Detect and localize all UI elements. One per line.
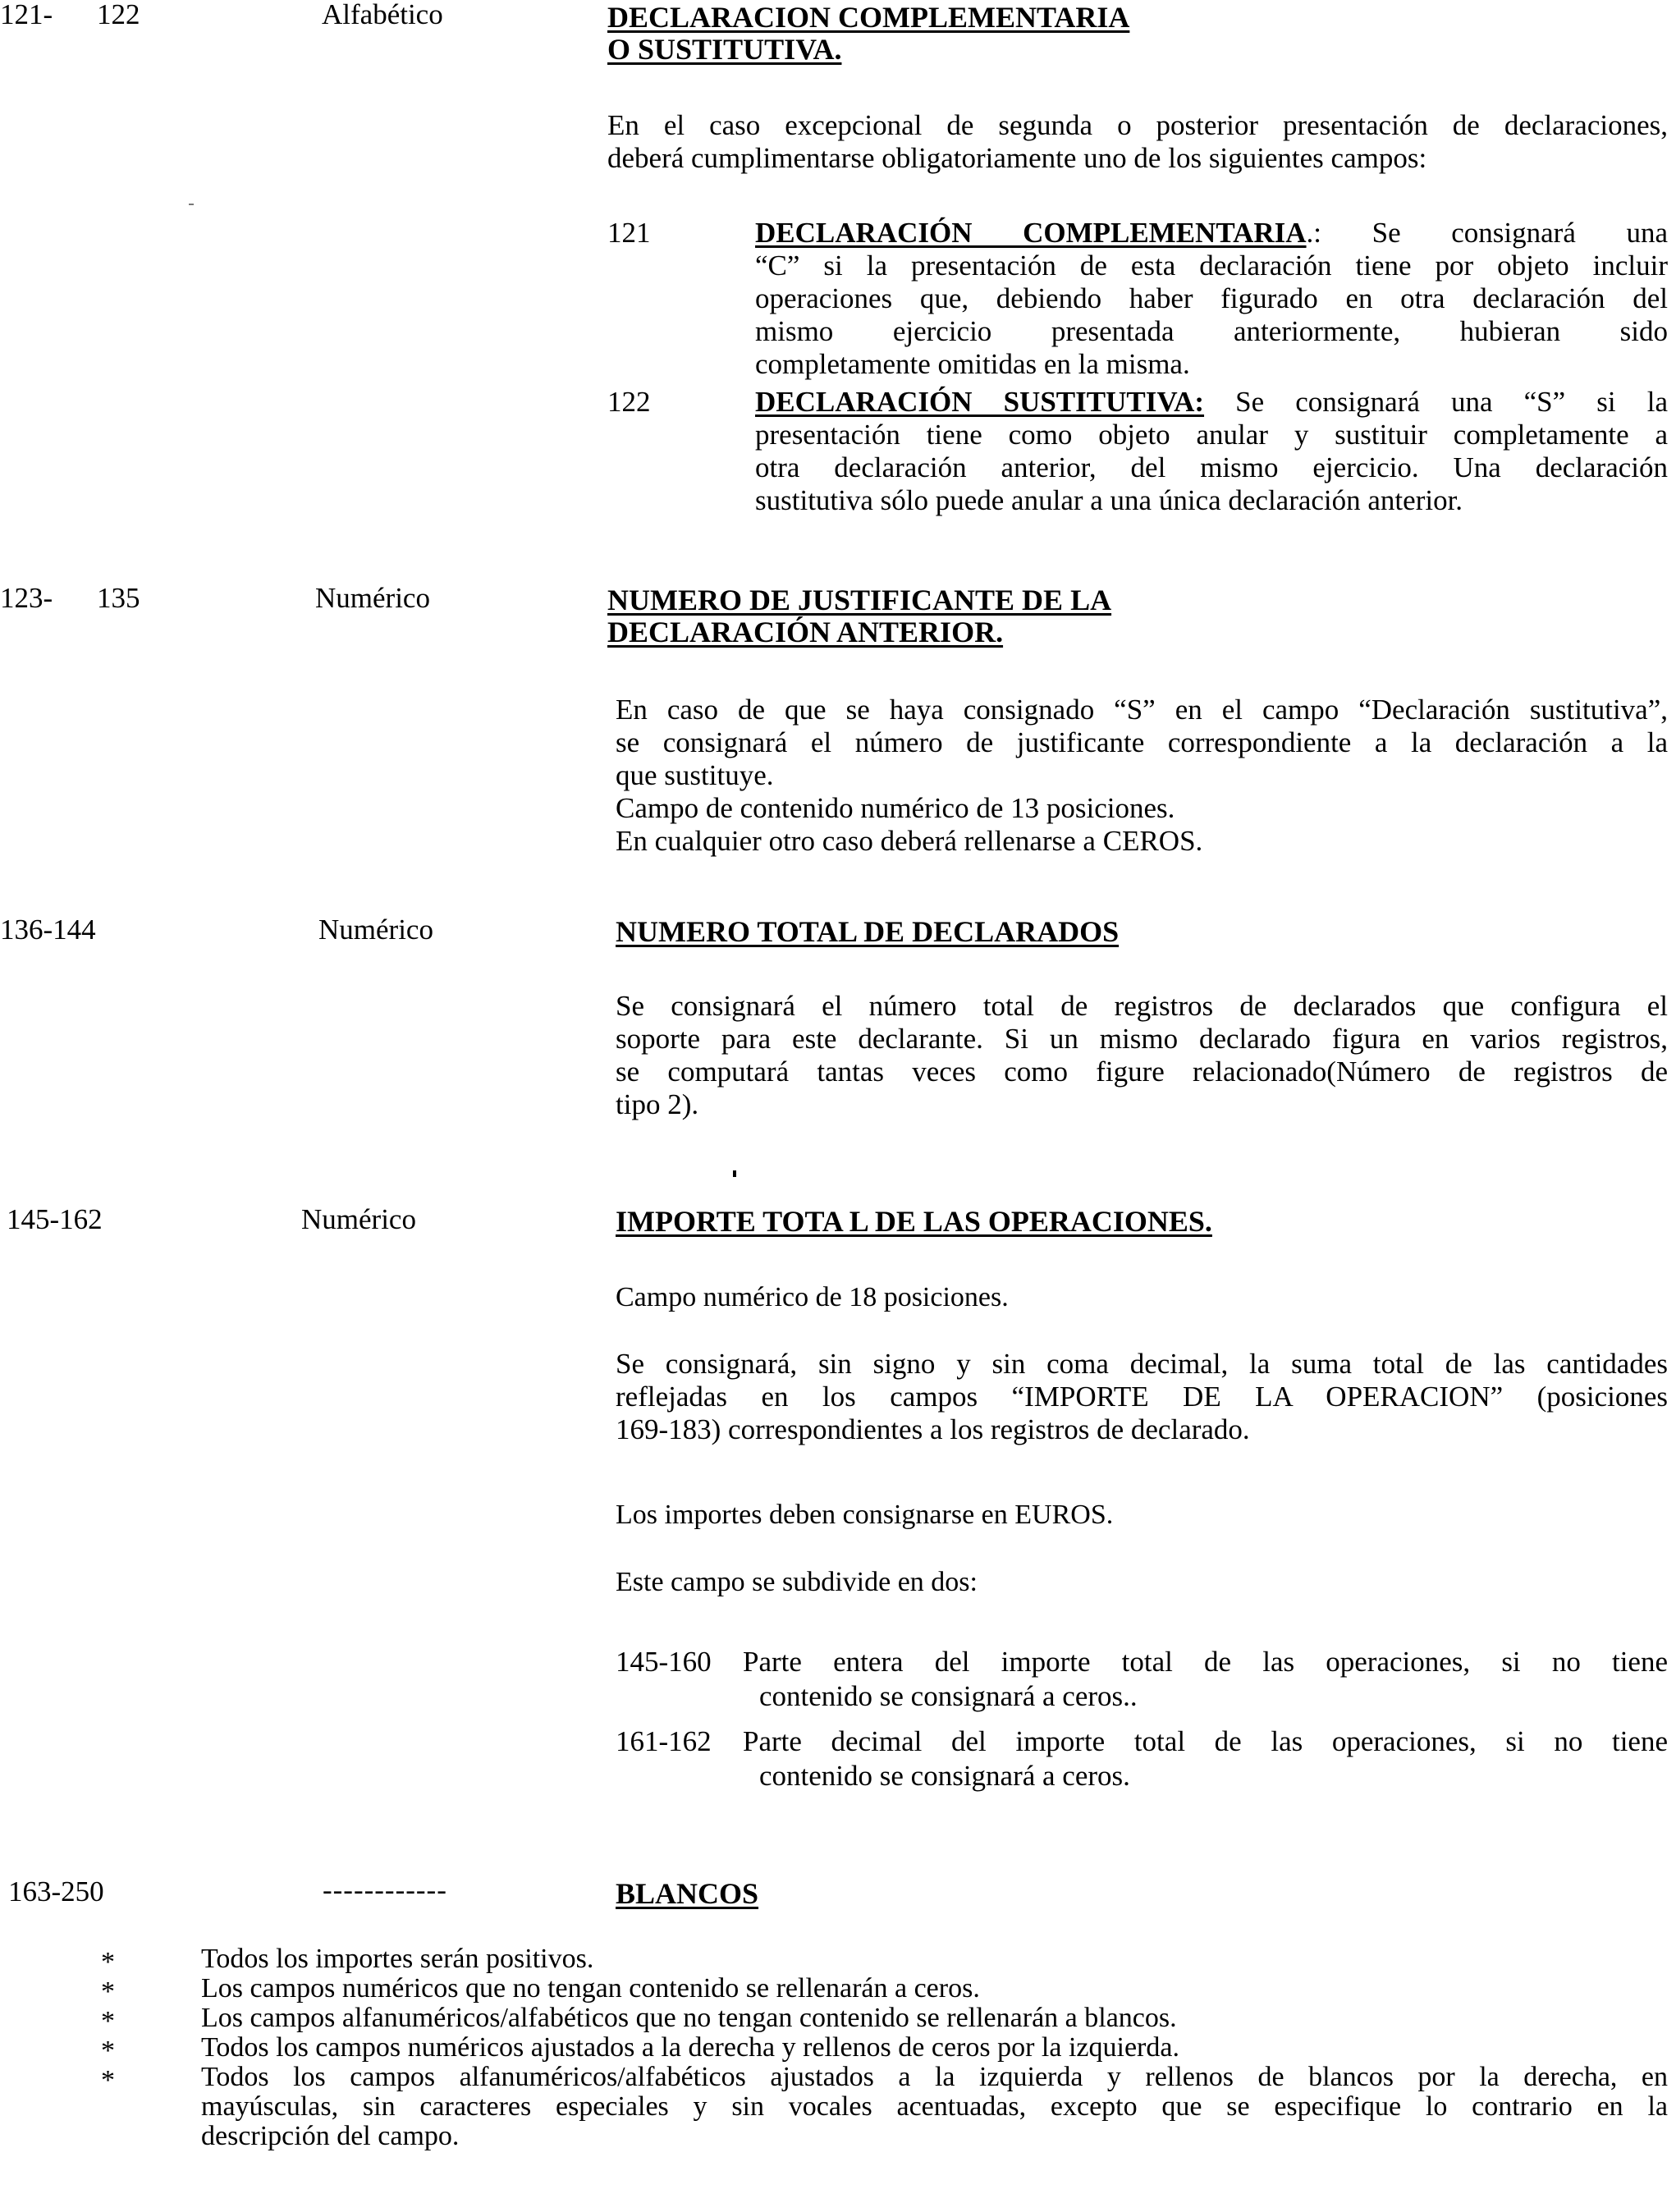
description-line: otra declaración anterior, del mismo ejercicio. Una declaración — [755, 451, 1668, 483]
description-line: reflejadas en los campos “IMPORTE DE LA OPERACION” (posiciones — [616, 1381, 1668, 1413]
general-note — [201, 1944, 593, 1974]
currency-note: Los importes deben consignarse en EUROS. — [616, 1500, 1114, 1530]
subfield-title-suffix: .: — [1306, 217, 1322, 249]
field-position-end: 135 — [97, 582, 140, 614]
description-line — [755, 217, 1668, 250]
field-type: Numérico — [318, 914, 433, 946]
description-line: completamente omitidas en la misma. — [755, 348, 1190, 380]
description-line: mismo ejercicio presentada anteriormente, hubieran sido — [755, 315, 1668, 347]
note-line: descripción del campo. — [201, 2121, 460, 2151]
description-line: En cualquier otro caso deberá rellenarse a CEROS. — [616, 825, 1203, 857]
general-note — [201, 1974, 980, 2004]
subfield-title: DECLARACIÓN COMPLEMENTARIA — [755, 217, 1307, 249]
field-description — [607, 109, 1668, 175]
note-line: Todos los campos numéricos ajustados a la derecha y rellenos de ceros por la izquierda. — [201, 2032, 1179, 2063]
description-line: En caso de que se haya consignado “S” en el campo “Declaración sustitutiva”, — [616, 694, 1668, 726]
description-line: tipo 2). — [616, 1088, 699, 1120]
subfield-description — [755, 217, 1668, 381]
general-note — [201, 2033, 1179, 2063]
subfield-title: DECLARACIÓN SUSTITUTIVA: — [755, 386, 1205, 418]
note-bullet: * — [101, 1976, 115, 2007]
description-line: Parte decimal del importe total de las operaciones, si no tiene — [743, 1725, 1668, 1757]
description-line: contenido se consignará a ceros.. — [759, 1680, 1138, 1712]
subdivision-intro: Este campo se subdivide en dos: — [616, 1567, 978, 1597]
general-note — [201, 2063, 1668, 2151]
note-bullet: * — [101, 1947, 115, 1977]
description-line: deberá cumplimentarse obligatoriamente uno de los siguientes campos: — [607, 142, 1427, 174]
subfield-text: Se consignará una “S” si la — [1204, 386, 1669, 418]
field-description — [616, 990, 1668, 1121]
note-bullet: * — [101, 2065, 115, 2095]
subfield-description — [743, 1725, 1668, 1758]
field-position-end: 122 — [97, 0, 140, 30]
description-line: En el caso excepcional de segunda o posterior presentación de declaraciones, — [607, 109, 1668, 141]
field-title: DECLARACION COMPLEMENTARIA — [607, 1, 1130, 34]
field-title: BLANCOS — [616, 1877, 759, 1910]
field-position: 145-162 — [7, 1203, 103, 1235]
subfield-code: 122 — [607, 386, 651, 418]
note-line: Los campos numéricos que no tengan contenido se rellenarán a ceros. — [201, 1973, 980, 2004]
field-type: Numérico — [315, 582, 430, 614]
note-line: mayúsculas, sin caracteres especiales y sin vocales acentuadas, excepto que se especifique lo contrario en la — [201, 2091, 1668, 2122]
subfield-description — [755, 386, 1668, 517]
description-line: se consignará el número de justificante correspondiente a la declaración a la — [616, 726, 1668, 758]
description-line: Se consignará el número total de registros de declarados que configura el — [616, 990, 1668, 1022]
field-type: ------------ — [323, 1874, 447, 1906]
description-line: Se consignará, sin signo y sin coma decimal, la suma total de las cantidades — [616, 1348, 1668, 1380]
field-title-line-2: DECLARACIÓN ANTERIOR. — [607, 616, 1004, 648]
note-line: Los campos alfanuméricos/alfabéticos que no tengan contenido se rellenarán a blancos. — [201, 2003, 1177, 2033]
note-bullet: * — [101, 2006, 115, 2036]
field-type: Alfabético — [322, 0, 443, 30]
description-line: “C” si la presentación de esta declaración tiene por objeto incluir — [755, 250, 1668, 282]
general-note — [201, 2004, 1177, 2033]
field-description — [616, 694, 1668, 858]
scan-speck — [189, 204, 194, 205]
subfield-description — [743, 1646, 1668, 1678]
field-description — [616, 1348, 1668, 1446]
description-line — [755, 386, 1668, 419]
description-line: contenido se consignará a ceros. — [759, 1760, 1130, 1792]
subfield-code: 161-162 — [616, 1725, 712, 1757]
description-line: que sustituye. — [616, 759, 774, 791]
description-line: se computará tantas veces como figure relacionado(Número de registros de — [616, 1056, 1668, 1088]
field-title: NUMERO DE JUSTIFICANTE DE LA — [607, 584, 1112, 616]
field-position: 136-144 — [0, 914, 96, 946]
description-line: sustitutiva sólo puede anular a una única declaración anterior. — [755, 484, 1463, 516]
description-line: soporte para este declarante. Si un mismo declarado figura en varios registros, — [616, 1023, 1668, 1055]
field-position-start: 121- — [0, 0, 53, 30]
description-line: 169-183) correspondientes a los registros de declarado. — [616, 1413, 1250, 1445]
description-line: presentación tiene como objeto anular y sustituir completamente a — [755, 419, 1668, 451]
field-type: Numérico — [301, 1203, 416, 1235]
note-bullet: * — [101, 2036, 115, 2066]
field-title: IMPORTE TOTA L DE LAS OPERACIONES. — [616, 1205, 1212, 1238]
subfield-code: 121 — [607, 217, 651, 249]
note-line: Todos los importes serán positivos. — [201, 1944, 594, 1974]
field-position: 163-250 — [8, 1875, 104, 1907]
field-position-start: 123- — [0, 582, 53, 614]
field-title: NUMERO TOTAL DE DECLARADOS — [616, 915, 1120, 948]
description-line: Parte entera del importe total de las operaciones, si no tiene — [743, 1646, 1668, 1678]
field-description-length: Campo numérico de 18 posiciones. — [616, 1282, 1009, 1312]
subfield-text: Se consignará una — [1321, 217, 1669, 249]
description-line: operaciones que, debiendo haber figurado en otra declaración del — [755, 282, 1668, 314]
scan-speck — [733, 1170, 736, 1177]
note-line: Todos los campos alfanuméricos/alfabéticos ajustados a la izquierda y rellenos de blancos por la derecha, en — [201, 2062, 1668, 2092]
field-title-line-2: O SUSTITUTIVA. — [607, 33, 842, 66]
description-line: Campo de contenido numérico de 13 posiciones. — [616, 792, 1175, 824]
subfield-code: 145-160 — [616, 1646, 712, 1678]
